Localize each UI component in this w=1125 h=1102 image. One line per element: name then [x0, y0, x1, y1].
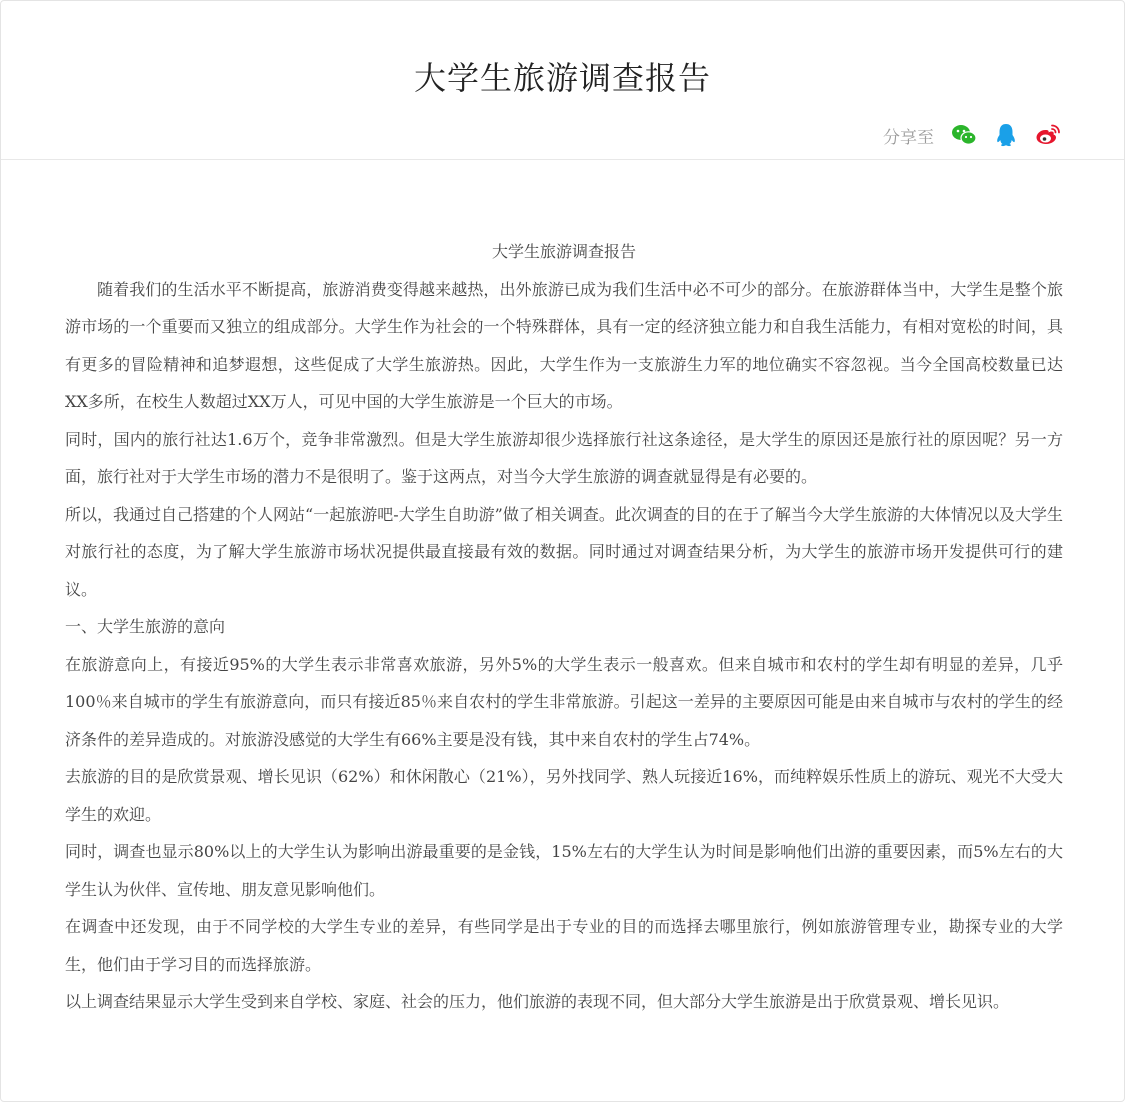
weibo-icon[interactable] [1034, 121, 1062, 149]
paragraph: 去旅游的目的是欣赏景观、增长见识（62%）和休闲散心（21%），另外找同学、熟人玩接近16%，而纯粹娱乐性质上的游玩、观光不大受大学生的欢迎。 [65, 767, 1063, 824]
paragraph: 以上调查结果显示大学生受到来自学校、家庭、社会的压力，他们旅游的表现不同，但大部分大学生旅游是出于欣赏景观、增长见识。 [65, 992, 1010, 1011]
paragraph: 在旅游意向上，有接近95%的大学生表示非常喜欢旅游，另外5%的大学生表示一般喜欢。但来自城市和农村的学生却有明显的差异，几乎100％来自城市的学生有旅游意向，而只有接近85％来自农村的学生非常旅游。引起这一差异的主要原因可能是由来自城市与农村的学生的经济条件的差异造成的。对旅游没感觉的大学生有66%主要是没有钱，其中来自农村的学生占74%。 [65, 654, 1063, 749]
wechat-icon[interactable] [950, 121, 978, 149]
share-label: 分享至 [883, 127, 934, 148]
article-heading: 大学生旅游调查报告 [491, 242, 636, 261]
paragraph: 同时，国内的旅行社达1.6万个，竞争非常激烈。但是大学生旅游却很少选择旅行社这条途径，是大学生的原因还是旅行社的原因呢？另一方面，旅行社对于大学生市场的潜力不是很明了。鉴于这两点，对当今大学生旅游的调查就显得是有必要的。 [65, 429, 1063, 486]
qq-icon[interactable] [992, 121, 1020, 149]
paragraph: 同时，调查也显示80%以上的大学生认为影响出游最重要的是金钱，15%左右的大学生认为时间是影响他们出游的重要因素，而5%左右的大学生认为伙伴、宣传地、朋友意见影响他们。 [65, 842, 1063, 899]
paragraph: 随着我们的生活水平不断提高，旅游消费变得越来越热，出外旅游已成为我们生活中必不可少的部分。在旅游群体当中，大学生是整个旅游市场的一个重要而又独立的组成部分。大学生作为社会的一个特殊群体，具有一定的经济独立能力和自我生活能力，有相对宽松的时间，具有更多的冒险精神和追梦遐想，这些促成了大学生旅游热。因此，大学生作为一支旅游生力军的地位确实不容忽视。当今全国高校数量已达XX多所，在校生人数超过XX万人，可见中国的大学生旅游是一个巨大的市场。 [65, 279, 1063, 411]
paragraph: 所以，我通过自己搭建的个人网站“一起旅游吧-大学生自助游”做了相关调查。此次调查的目的在于了解当今大学生旅游的大体情况以及大学生对旅行社的态度，为了解大学生旅游市场状况提供最直接最有效的数据。同时通过对调查结果分析，为大学生的旅游市场开发提供可行的建议。 [65, 504, 1063, 599]
section-heading: 一、大学生旅游的意向 [65, 617, 226, 636]
paragraph: 在调查中还发现，由于不同学校的大学生专业的差异，有些同学是出于专业的目的而选择去哪里旅行，例如旅游管理专业，勘探专业的大学生，他们由于学习目的而选择旅游。 [65, 917, 1063, 974]
article-body [65, 233, 1063, 1021]
page-title: 大学生旅游调查报告 [413, 59, 711, 97]
share-bar [883, 121, 1062, 149]
article-header [1, 1, 1124, 160]
